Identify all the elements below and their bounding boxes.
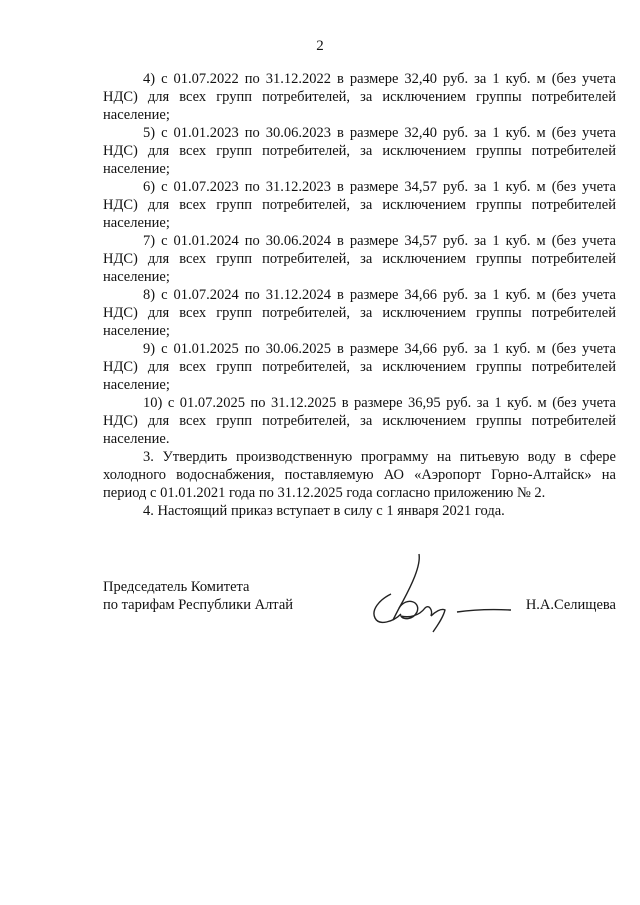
paragraph-item-6: 6) с 01.07.2023 по 31.12.2023 в размере 34,57 руб. за 1 куб. м (без учета НДС) для всех групп потребителей, за исключением группы потребителей население; <box>103 179 616 231</box>
paragraph-clause-4: 4. Настоящий приказ вступает в силу с 1 января 2021 года. <box>143 503 505 519</box>
paragraph-item-7: 7) с 01.01.2024 по 30.06.2024 в размере 34,57 руб. за 1 куб. м (без учета НДС) для всех групп потребителей, за исключением группы потребителей население; <box>103 233 616 285</box>
signer-name: Н.А.Селищева <box>525 597 616 613</box>
signer-title-line-2: по тарифам Республики Алтай <box>103 597 294 613</box>
signature-block <box>103 576 616 636</box>
handwritten-signature <box>361 546 521 636</box>
paragraph-clause-3: 3. Утвердить производственную программу на питьевую воду в сфере холодного водоснабжения, поставляемую АО «Аэропорт Горно-Алтайск» на период с 01.01.2021 года по 31.12.2025 года согласно приложению № 2. <box>103 449 616 501</box>
page-number: 2 <box>316 38 324 54</box>
document-body <box>103 70 616 520</box>
paragraph-item-4: 4) с 01.07.2022 по 31.12.2022 в размере 32,40 руб. за 1 куб. м (без учета НДС) для всех групп потребителей, за исключением группы потребителей население; <box>103 71 616 123</box>
signer-title-line-1: Председатель Комитета <box>103 579 250 595</box>
paragraph-item-5: 5) с 01.01.2023 по 30.06.2023 в размере 32,40 руб. за 1 куб. м (без учета НДС) для всех групп потребителей, за исключением группы потребителей население; <box>103 125 616 177</box>
signer-title <box>103 578 293 614</box>
paragraph-item-8: 8) с 01.07.2024 по 31.12.2024 в размере 34,66 руб. за 1 куб. м (без учета НДС) для всех групп потребителей, за исключением группы потребителей население; <box>103 287 616 339</box>
paragraph-item-10: 10) с 01.07.2025 по 31.12.2025 в размере 36,95 руб. за 1 куб. м (без учета НДС) для всех групп потребителей, за исключением группы потребителей население. <box>103 395 616 447</box>
paragraph-item-9: 9) с 01.01.2025 по 30.06.2025 в размере 34,66 руб. за 1 куб. м (без учета НДС) для всех групп потребителей, за исключением группы потребителей население; <box>103 341 616 393</box>
